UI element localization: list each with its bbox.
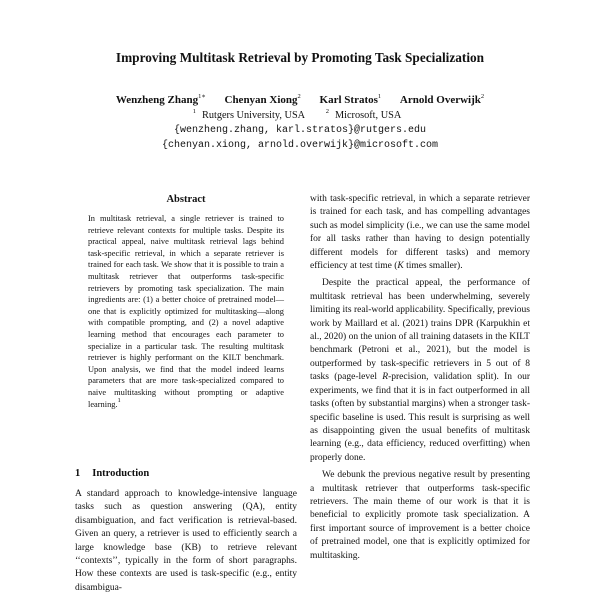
affil-name: Rutgers University, USA: [201, 110, 306, 121]
affiliation: [326, 110, 408, 121]
author-list: [0, 94, 600, 106]
section-title: Introduction: [92, 468, 150, 479]
paragraph-text: -precision, validation split). In our experiments, we find that it is in fact outperformed in all tasks (often by substantial margins) when a stronger task-specific baseline is used. This result is surprising as well as disappointing given the usual benefits of multitask learning (e.g., data efficiency, reduced overfitting) when properly done.: [310, 372, 530, 463]
author-name: Arnold Overwijk: [399, 94, 481, 106]
intro-paragraph: A standard approach to knowledge-intensive language tasks such as question answering (QA), entity disambiguation, and fact verification is retrieval-based. Given an query, a retriever is used to efficiently search a large knowledge base (KB) to retrieve relevant ‘‘contexts’’, typically in the form of short paragraphs. How these contexts are used is task-specific (e.g., entity disambigua-: [75, 489, 297, 593]
affil-name: Microsoft, USA: [334, 110, 402, 121]
email-rutgers: {wenzheng.zhang, karl.stratos}@rutgers.edu: [173, 125, 427, 136]
paragraph-text: with task-specific retrieval, in which a separate retriever is trained for each task, and has compelling advantages such as model simplicity (i.e., we can use the same model for all tasks rather than having to design potentially different models for different tasks) and memory efficiency at test time (: [310, 194, 530, 272]
author-affil-mark: 2: [297, 93, 301, 100]
author-affil-mark: 1: [377, 93, 382, 100]
paragraph: [310, 277, 530, 465]
paper-title: Improving Multitask Retrieval by Promoting Task Specialization: [115, 50, 485, 65]
affil-mark: 2: [325, 108, 329, 115]
abstract-body: [88, 213, 284, 410]
affiliations: [0, 110, 600, 121]
footnote-mark: 1: [117, 396, 121, 404]
right-column: [310, 193, 530, 600]
email-microsoft: {chenyan.xiong, arnold.overwijk}@microsoft.com: [161, 140, 439, 151]
math-var: R: [382, 372, 389, 383]
author: [400, 94, 484, 106]
author-name: Karl Stratos: [319, 94, 378, 106]
author-affil-mark: 2: [480, 93, 485, 100]
author-name: Wenzheng Zhang: [115, 94, 199, 106]
math-var: K: [397, 261, 404, 272]
paragraph: We debunk the previous negative result by presenting a multitask retriever that outperforms task-specific retrievers. The main theme of our work is that it is beneficial to explicitly promote task specialization. A first important source of improvement is a better choice of pretrained model, one that is explicitly optimized for multitasking.: [310, 470, 530, 561]
paragraph-text: times smaller).: [403, 261, 463, 272]
introduction-body: [75, 488, 297, 600]
paragraph: [310, 193, 530, 273]
paragraph-text: Despite the practical appeal, the performance of multitask retrieval has been underwhelming, severely limiting its real-world applicability. Specifically, previous work by Maillard et al. (2021) trains DPR (Karpukhin et al., 2020) on the union of all training datasets in the KILT benchmark (Petroni et al., 2021), but the model is outperformed by task-specific retrievers in 5 out of 8 tasks (page-level: [310, 278, 530, 383]
section-number: 1: [75, 468, 81, 479]
section-heading-introduction: [75, 468, 297, 479]
author-name: Chenyan Xiong: [224, 94, 298, 106]
abstract-heading: Abstract: [166, 194, 206, 205]
author: [225, 94, 301, 106]
affil-mark: 1: [192, 108, 196, 115]
affiliation: [193, 110, 311, 121]
author-affil-mark: 1∗: [198, 93, 206, 100]
author: [320, 94, 382, 106]
author: [116, 94, 206, 106]
abstract-text: In multitask retrieval, a single retriever is trained to retrieve relevant contexts for multiple tasks. Despite its practical appeal, naive multitask retrieval lags behind task-specific retrieval, in which a separate retriever is trained for each task. We show that it is possible to train a multitask retriever that outperforms task-specific retrievers by promoting task specialization. The main ingredients are: (1) a better choice of pretrained model—one that is explicitly optimized for multitasking—along with compatible prompting, and (2) a novel adaptive learning method that encourages each parameter to specialize in a particular task. The resulting multitask retriever is highly performant on the KILT benchmark. Upon analysis, we find that the model indeed learns parameters that are more task-specialized compared to naive multitasking without prompting or adaptive learning.: [88, 214, 284, 409]
